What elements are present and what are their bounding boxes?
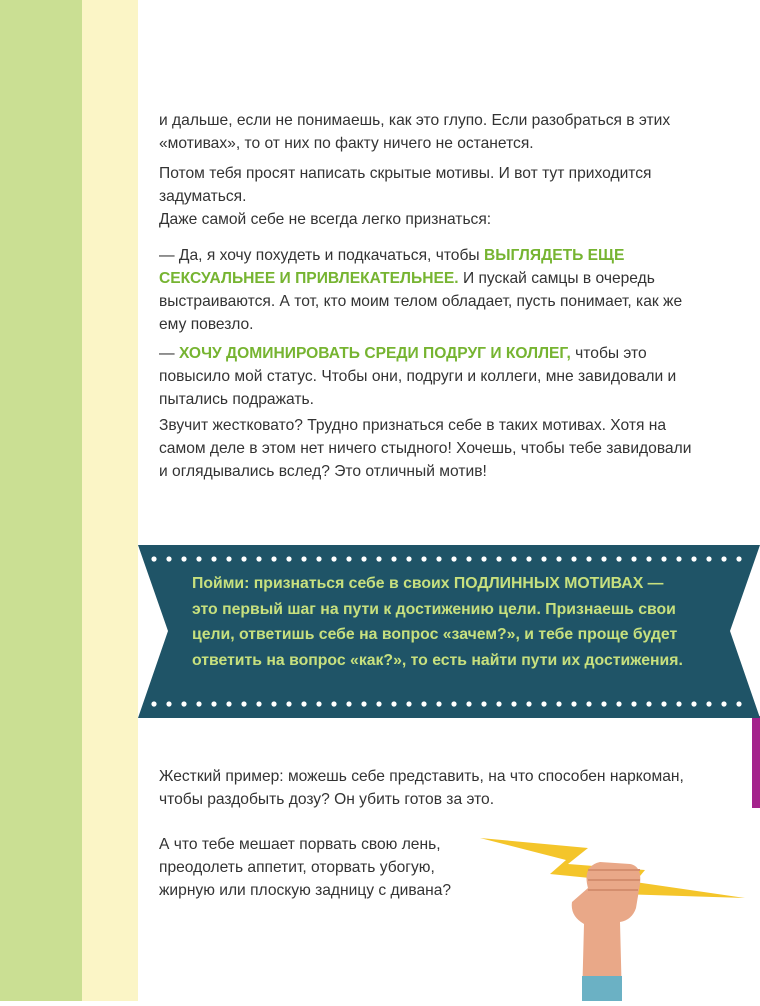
- banner-text: Пойми: признаться себе в своих ПОДЛИННЫХ МОТИВАХ — это первый шаг на пути к достижению цели. Признаешь свои цели, ответишь себе на вопрос «зачем?», и тебе проще будет ответить на вопрос «как?», то есть найти пути их достижения.: [192, 575, 683, 669]
- paragraph-admit: [159, 208, 699, 231]
- paragraph-quote-look: [159, 244, 699, 336]
- paragraph-text: Жесткий пример: можешь себе представить, на что способен наркоман, чтобы раздобыть дозу? Он убить готов за это.: [159, 768, 684, 808]
- paragraph-text: Потом тебя просят написать скрытые мотивы. И вот тут приходится задуматься.: [159, 165, 652, 205]
- paragraph-sounds-harsh: [159, 414, 699, 483]
- quote-highlight: ХОЧУ ДОМИНИРОВАТЬ СРЕДИ ПОДРУГ И КОЛЛЕГ,: [178, 345, 571, 362]
- left-yellow-stripe: [82, 0, 138, 1001]
- fist-lightning-icon: [470, 826, 760, 1001]
- paragraph-text: и дальше, если не понимаешь, как это глупо. Если разобраться в этих «мотивах», то от них по факту ничего не останется.: [159, 112, 671, 152]
- paragraph-quote-dominate: [159, 342, 699, 411]
- quote-highlight: ВЫГЛЯДЕТЬ ЕЩЕ СЕКСУАЛЬНЕЕ И ПРИВЛЕКАТЕЛЬНЕЕ.: [159, 247, 625, 287]
- page-tab-marker: [752, 716, 760, 808]
- paragraph-text: Звучит жестковато? Трудно признаться себе в таких мотивах. Хотя на самом деле в этом нет ничего стыдного! Хочешь, чтобы тебе завидовали и оглядывались вслед? Это отличный мотив!: [159, 417, 692, 480]
- paragraph-hidden-motives: [159, 162, 699, 208]
- paragraph-intro: [159, 109, 699, 155]
- sleeve-shape: [582, 976, 622, 1001]
- quote-text-end: чтобы это повысило мой статус. Чтобы они, подруги и коллеги, мне завидовали и пытались подражать.: [159, 345, 677, 408]
- quote-text-end: И пускай самцы в очередь выстраиваются. А тот, кто моим телом обладает, пусть понимает, как же ему повезло.: [159, 270, 683, 333]
- paragraph-text: А что тебе мешает порвать свою лень, преодолеть аппетит, оторвать убогую, жирную или плоскую задницу с дивана?: [159, 836, 452, 899]
- paragraph-question: [159, 833, 459, 902]
- paragraph-text: Даже самой себе не всегда легко признаться:: [159, 211, 492, 228]
- quote-dash: —: [159, 345, 179, 362]
- paragraph-harsh-example: [159, 765, 699, 811]
- left-green-stripe: [0, 0, 82, 1001]
- quote-text-start: — Да, я хочу похудеть и подкачаться, чтобы: [159, 247, 484, 264]
